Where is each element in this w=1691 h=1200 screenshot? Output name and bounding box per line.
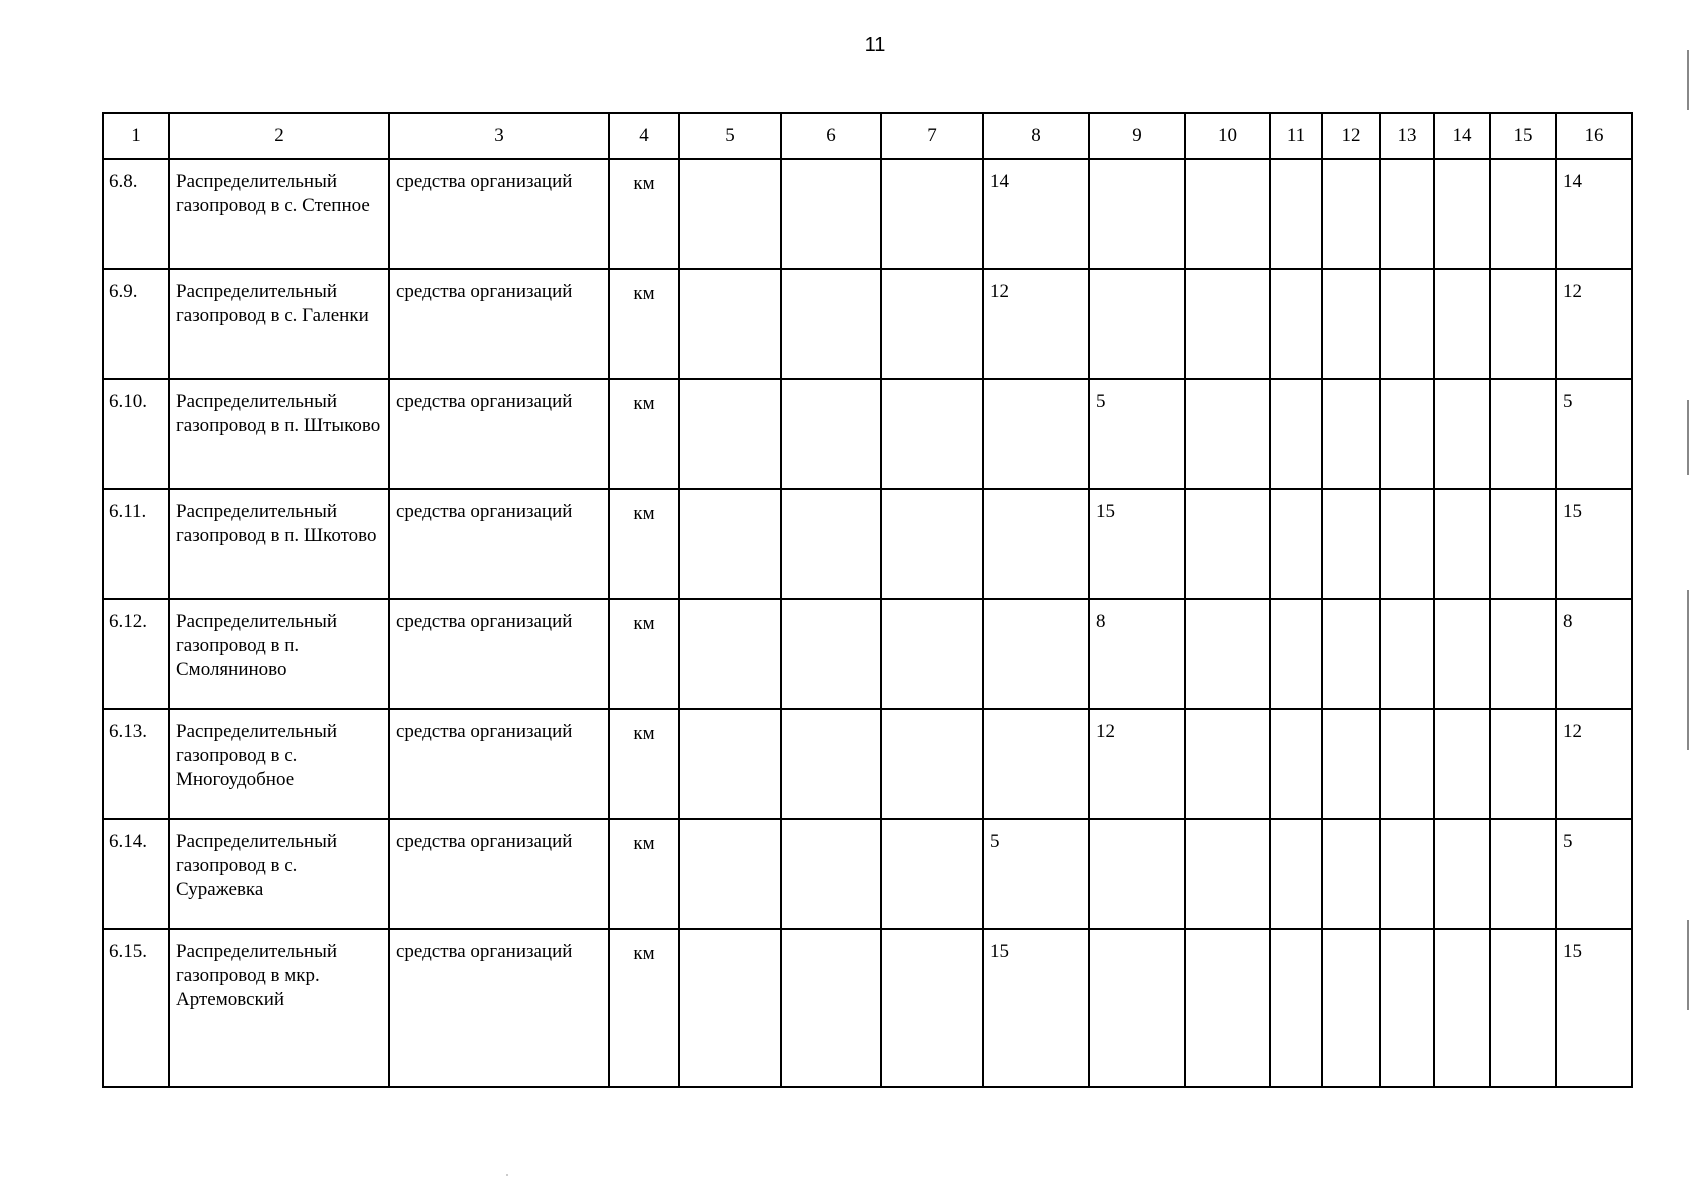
row-number: 6.11. [103, 489, 169, 599]
scan-artifact [506, 1174, 508, 1176]
empty-cell [1185, 819, 1270, 929]
column-header: 16 [1556, 113, 1632, 159]
empty-cell [1380, 159, 1434, 269]
value-col-8: 14 [983, 159, 1089, 269]
empty-cell [1322, 489, 1380, 599]
value-col-9: 15 [1089, 489, 1185, 599]
empty-cell [1380, 269, 1434, 379]
object-name: Распределительный газопровод в с. Суражевка [169, 819, 389, 929]
column-header: 13 [1380, 113, 1434, 159]
row-number: 6.14. [103, 819, 169, 929]
value-col-9 [1089, 929, 1185, 1087]
empty-cell [1322, 269, 1380, 379]
empty-cell [1380, 709, 1434, 819]
empty-cell [1434, 709, 1490, 819]
value-col-16: 12 [1556, 269, 1632, 379]
empty-cell [1322, 379, 1380, 489]
table-row [103, 819, 1632, 929]
funding-source: средства организаций [389, 709, 609, 819]
value-col-9 [1089, 269, 1185, 379]
empty-cell [881, 159, 983, 269]
column-header: 8 [983, 113, 1089, 159]
unit: км [609, 819, 679, 929]
empty-cell [1270, 599, 1322, 709]
object-name: Распределительный газопровод в с. Многоудобное [169, 709, 389, 819]
column-header: 4 [609, 113, 679, 159]
row-number: 6.12. [103, 599, 169, 709]
empty-cell [1380, 489, 1434, 599]
column-header: 14 [1434, 113, 1490, 159]
unit: км [609, 269, 679, 379]
funding-source: средства организаций [389, 599, 609, 709]
object-name: Распределительный газопровод в с. Галенки [169, 269, 389, 379]
unit: км [609, 929, 679, 1087]
value-col-16: 8 [1556, 599, 1632, 709]
empty-cell [881, 489, 983, 599]
empty-cell [881, 709, 983, 819]
funding-source: средства организаций [389, 819, 609, 929]
value-col-8 [983, 489, 1089, 599]
object-name: Распределительный газопровод в п. Штыково [169, 379, 389, 489]
value-col-8 [983, 599, 1089, 709]
funding-source: средства организаций [389, 379, 609, 489]
empty-cell [1434, 819, 1490, 929]
data-table [102, 112, 1633, 1088]
value-col-16: 14 [1556, 159, 1632, 269]
empty-cell [781, 709, 881, 819]
empty-cell [1434, 269, 1490, 379]
funding-source: средства организаций [389, 489, 609, 599]
value-col-8: 5 [983, 819, 1089, 929]
empty-cell [1380, 819, 1434, 929]
empty-cell [1380, 379, 1434, 489]
table-row [103, 269, 1632, 379]
empty-cell [1322, 709, 1380, 819]
row-number: 6.9. [103, 269, 169, 379]
empty-cell [781, 379, 881, 489]
empty-cell [781, 269, 881, 379]
empty-cell [1490, 379, 1556, 489]
value-col-9 [1089, 159, 1185, 269]
value-col-9: 8 [1089, 599, 1185, 709]
funding-source: средства организаций [389, 269, 609, 379]
empty-cell [679, 929, 781, 1087]
empty-cell [679, 819, 781, 929]
empty-cell [1270, 929, 1322, 1087]
empty-cell [781, 159, 881, 269]
column-header: 15 [1490, 113, 1556, 159]
row-number: 6.8. [103, 159, 169, 269]
empty-cell [881, 269, 983, 379]
empty-cell [881, 379, 983, 489]
table-row [103, 159, 1632, 269]
empty-cell [781, 929, 881, 1087]
empty-cell [1434, 489, 1490, 599]
column-header: 2 [169, 113, 389, 159]
empty-cell [781, 819, 881, 929]
column-header: 7 [881, 113, 983, 159]
scan-edge-mark [1687, 920, 1689, 1010]
unit: км [609, 599, 679, 709]
empty-cell [1490, 269, 1556, 379]
column-header: 9 [1089, 113, 1185, 159]
empty-cell [1270, 269, 1322, 379]
object-name: Распределительный газопровод в с. Степное [169, 159, 389, 269]
empty-cell [881, 929, 983, 1087]
column-header: 1 [103, 113, 169, 159]
column-header: 12 [1322, 113, 1380, 159]
empty-cell [1490, 929, 1556, 1087]
empty-cell [1270, 709, 1322, 819]
object-name: Распределительный газопровод в п. Смоляниново [169, 599, 389, 709]
unit: км [609, 489, 679, 599]
table-row [103, 599, 1632, 709]
value-col-16: 15 [1556, 489, 1632, 599]
empty-cell [1322, 599, 1380, 709]
scan-edge-mark [1687, 400, 1689, 475]
page-number: 11 [864, 34, 886, 56]
unit: км [609, 379, 679, 489]
row-number: 6.13. [103, 709, 169, 819]
empty-cell [1490, 819, 1556, 929]
unit: км [609, 159, 679, 269]
empty-cell [1490, 709, 1556, 819]
empty-cell [1185, 379, 1270, 489]
empty-cell [679, 599, 781, 709]
empty-cell [1490, 489, 1556, 599]
value-col-16: 15 [1556, 929, 1632, 1087]
empty-cell [1434, 599, 1490, 709]
funding-source: средства организаций [389, 159, 609, 269]
empty-cell [1434, 379, 1490, 489]
empty-cell [1185, 929, 1270, 1087]
value-col-9: 12 [1089, 709, 1185, 819]
column-header: 10 [1185, 113, 1270, 159]
empty-cell [1185, 159, 1270, 269]
empty-cell [1185, 709, 1270, 819]
empty-cell [1270, 379, 1322, 489]
empty-cell [1270, 819, 1322, 929]
unit: км [609, 709, 679, 819]
empty-cell [1380, 599, 1434, 709]
empty-cell [679, 379, 781, 489]
empty-cell [1434, 159, 1490, 269]
column-header: 3 [389, 113, 609, 159]
empty-cell [1185, 489, 1270, 599]
value-col-8: 12 [983, 269, 1089, 379]
value-col-8 [983, 379, 1089, 489]
row-number: 6.10. [103, 379, 169, 489]
scan-edge-mark [1687, 50, 1689, 110]
empty-cell [1322, 929, 1380, 1087]
table-row [103, 379, 1632, 489]
row-number: 6.15. [103, 929, 169, 1087]
empty-cell [781, 599, 881, 709]
empty-cell [1270, 159, 1322, 269]
value-col-16: 12 [1556, 709, 1632, 819]
empty-cell [1434, 929, 1490, 1087]
value-col-8 [983, 709, 1089, 819]
value-col-9: 5 [1089, 379, 1185, 489]
column-header: 11 [1270, 113, 1322, 159]
header-row [103, 113, 1632, 159]
funding-source: средства организаций [389, 929, 609, 1087]
empty-cell [781, 489, 881, 599]
empty-cell [679, 159, 781, 269]
value-col-16: 5 [1556, 819, 1632, 929]
column-header: 5 [679, 113, 781, 159]
empty-cell [679, 489, 781, 599]
value-col-16: 5 [1556, 379, 1632, 489]
empty-cell [881, 599, 983, 709]
scan-edge-mark [1687, 590, 1689, 750]
empty-cell [1270, 489, 1322, 599]
empty-cell [1490, 159, 1556, 269]
column-header: 6 [781, 113, 881, 159]
table-row [103, 489, 1632, 599]
value-col-9 [1089, 819, 1185, 929]
empty-cell [881, 819, 983, 929]
empty-cell [1490, 599, 1556, 709]
empty-cell [1322, 819, 1380, 929]
empty-cell [1380, 929, 1434, 1087]
table-row [103, 709, 1632, 819]
empty-cell [1185, 269, 1270, 379]
object-name: Распределительный газопровод в мкр. Артемовский [169, 929, 389, 1087]
empty-cell [679, 709, 781, 819]
empty-cell [1322, 159, 1380, 269]
value-col-8: 15 [983, 929, 1089, 1087]
empty-cell [679, 269, 781, 379]
empty-cell [1185, 599, 1270, 709]
object-name: Распределительный газопровод в п. Шкотово [169, 489, 389, 599]
table-row [103, 929, 1632, 1087]
